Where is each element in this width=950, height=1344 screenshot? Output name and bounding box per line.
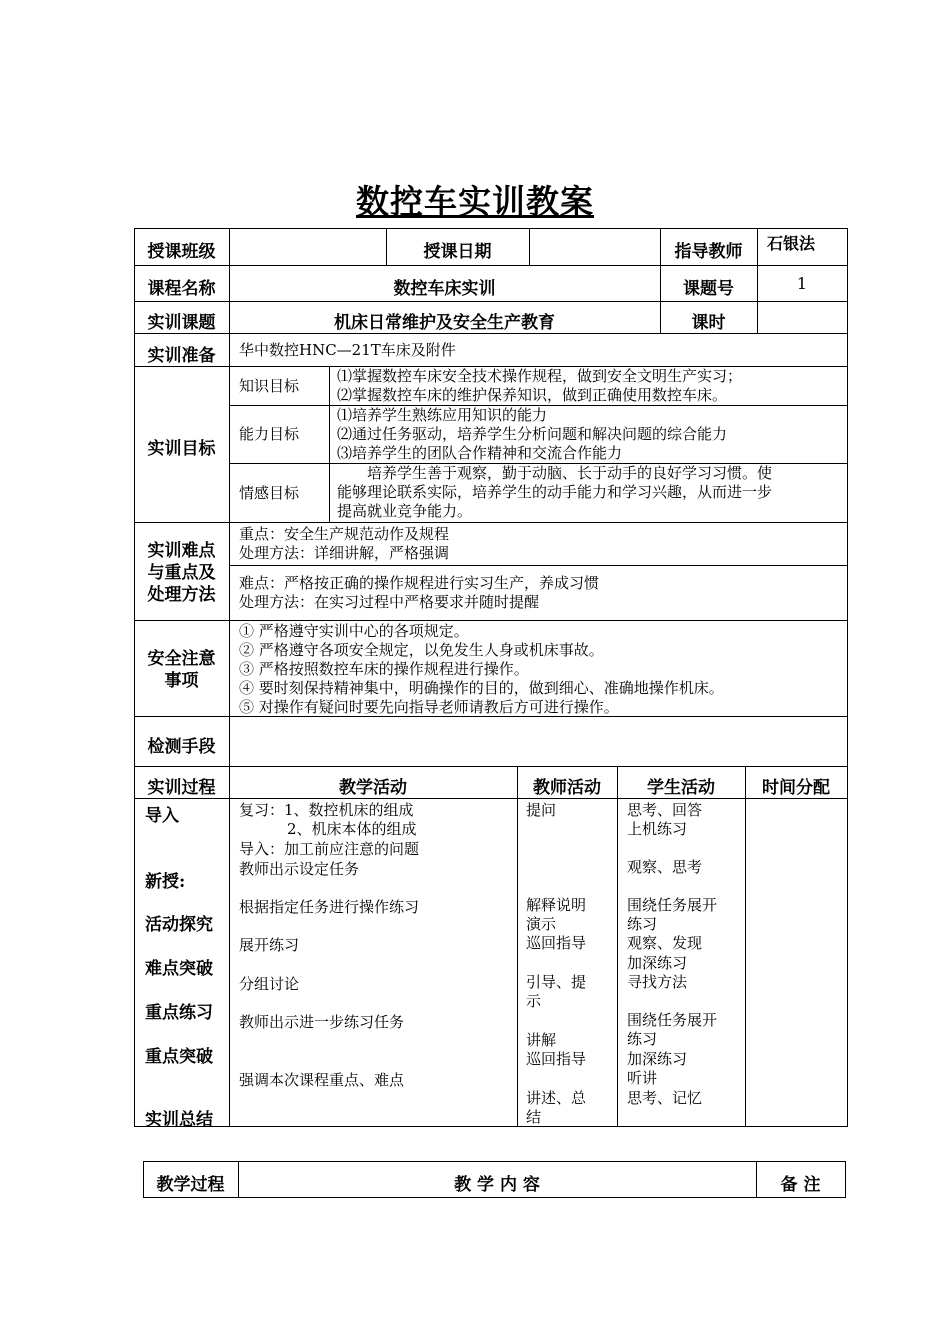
ability-line: ⑴培养学生熟练应用知识的能力 [337, 406, 548, 424]
teacher-line: 巡回指导 [526, 934, 587, 952]
ability-line: ⑵通过任务驱动，培养学生分析问题和解决问题的综合能力 [337, 425, 728, 443]
key-line: 重点：安全生产规范动作及规程 [239, 525, 450, 543]
key-line: 处理方法：详细讲解，严格强调 [239, 544, 450, 562]
activity-line: 2、机床本体的组成 [287, 820, 417, 838]
subject-label: 实训课题 [147, 313, 216, 333]
student-line: 上机练习 [627, 820, 688, 838]
emotion-text [337, 464, 845, 521]
class-label: 授课班级 [147, 242, 216, 262]
ability-line: ⑶培养学生的团队合作精神和交流合作能力 [337, 444, 623, 462]
student-line: 练习 [627, 915, 658, 933]
activity-line: 强调本次课程重点、难点 [239, 1071, 405, 1089]
activity-line: 展开练习 [239, 936, 300, 954]
activity-line: 教师出示进一步练习任务 [239, 1013, 405, 1031]
page-title: 数控车实训教案 [356, 182, 594, 221]
student-line: 围绕任务展开 [627, 1011, 718, 1029]
emotion-line: 培养学生善于观察，勤于动脑、长于动手的良好学习习惯。使 [367, 464, 773, 482]
ability-label: 能力目标 [239, 425, 300, 443]
student-line: 加深练习 [627, 1050, 688, 1068]
teacher-line: 解释说明 [526, 896, 587, 914]
teacher-label: 指导教师 [674, 242, 743, 262]
course-label: 课程名称 [147, 279, 216, 299]
safety-item: ② 严格遵守各项安全规定，以免发生人身或机床事故。 [239, 641, 604, 659]
activity-line: 教师出示设定任务 [239, 860, 360, 878]
student-line: 观察、思考 [627, 858, 703, 876]
stage-label: 导入 [145, 806, 179, 826]
emotion-label: 情感目标 [239, 484, 300, 502]
safety-list [239, 622, 839, 717]
teacher-line: 提问 [526, 801, 557, 819]
knowledge-line: ⑵掌握数控车床的维护保养知识，做到正确使用数控车床。 [337, 386, 728, 404]
second-table-col-content: 教 学 内 容 [454, 1175, 540, 1195]
hard-line: 难点：严格按正确的操作规程进行实习生产，养成习惯 [239, 574, 600, 592]
teacher-line: 巡回指导 [526, 1050, 587, 1068]
knowledge-label: 知识目标 [239, 377, 300, 395]
safety-item: ③ 严格按照数控车床的操作规程进行操作。 [239, 660, 529, 678]
process-header-student: 学生活动 [647, 778, 715, 798]
hours-label: 课时 [691, 313, 726, 333]
process-header-stage: 实训过程 [147, 778, 216, 798]
subject-value: 机床日常维护及安全生产教育 [334, 313, 555, 333]
course-value: 数控车床实训 [393, 279, 496, 299]
second-table-col-notes: 备 注 [780, 1175, 821, 1195]
safety-label [134, 648, 229, 692]
teacher-line: 示 [526, 992, 542, 1010]
student-line: 思考、回答 [627, 801, 703, 819]
detect-label: 检测手段 [147, 737, 216, 757]
prep-label: 实训准备 [147, 346, 216, 366]
student-line: 围绕任务展开 [627, 896, 718, 914]
goals-label: 实训目标 [147, 439, 216, 459]
safety-item: ④ 要时刻保持精神集中，明确操作的目的，做到细心、准确地操作机床。 [239, 679, 724, 697]
process-header-teacher: 教师活动 [533, 778, 601, 798]
activity-line: 复习：1、数控机床的组成 [239, 801, 414, 819]
prep-value: 华中数控HNC—21T车床及附件 [239, 341, 456, 359]
difficulty-label [134, 540, 229, 606]
teacher-value: 石银法 [767, 234, 816, 253]
stage-label: 活动探究 [145, 915, 213, 935]
safety-item: ⑤ 对操作有疑问时要先向指导老师请教后方可进行操作。 [239, 698, 619, 716]
topic-no-value: 1 [796, 274, 808, 293]
activity-line: 分组讨论 [239, 975, 300, 993]
difficulty-label-line: 与重点及 [147, 563, 216, 583]
teacher-line: 讲述、总 [526, 1089, 587, 1107]
hard-line: 处理方法：在实习过程中严格要求并随时提醒 [239, 593, 540, 611]
safety-label-line: 事项 [164, 671, 199, 691]
teacher-line: 演示 [526, 915, 557, 933]
emotion-line: 能够理论联系实际，培养学生的动手能力和学习兴趣，从而进一步 [337, 483, 773, 501]
hard-points [239, 574, 839, 612]
difficulty-label-line: 实训难点 [147, 541, 216, 561]
knowledge-line: ⑴掌握数控车床安全技术操作规程，做到安全文明生产实习； [337, 367, 743, 385]
knowledge-text [337, 367, 845, 405]
student-line: 听讲 [627, 1069, 658, 1087]
teacher-line: 讲解 [526, 1031, 557, 1049]
difficulty-label-line: 处理方法 [147, 585, 216, 605]
safety-label-line: 安全注意 [147, 649, 216, 669]
stage-label: 新授: [145, 872, 186, 892]
topic-no-label: 课题号 [683, 279, 734, 299]
stage-label: 重点练习 [145, 1003, 213, 1023]
date-label: 授课日期 [423, 242, 492, 262]
key-points [239, 525, 839, 563]
safety-item: ① 严格遵守实训中心的各项规定。 [239, 622, 469, 640]
stage-label: 难点突破 [145, 959, 213, 979]
student-line: 思考、记忆 [627, 1089, 703, 1107]
second-table-col-process: 教学过程 [156, 1175, 225, 1195]
stage-label: 实训总结 [145, 1110, 213, 1130]
student-line: 寻找方法 [627, 973, 688, 991]
stage-label: 重点突破 [145, 1047, 213, 1067]
process-header-activity: 教学活动 [339, 778, 407, 798]
activity-line: 导入：加工前应注意的问题 [239, 840, 420, 858]
process-header-time: 时间分配 [762, 778, 830, 798]
ability-text [337, 406, 845, 463]
student-line: 加深练习 [627, 954, 688, 972]
student-line: 练习 [627, 1030, 658, 1048]
teacher-line: 引导、提 [526, 973, 587, 991]
student-line: 观察、发现 [627, 934, 703, 952]
emotion-line: 提高就业竞争能力。 [337, 502, 473, 520]
activity-line: 根据指定任务进行操作练习 [239, 898, 420, 916]
teacher-line: 结 [526, 1108, 542, 1126]
